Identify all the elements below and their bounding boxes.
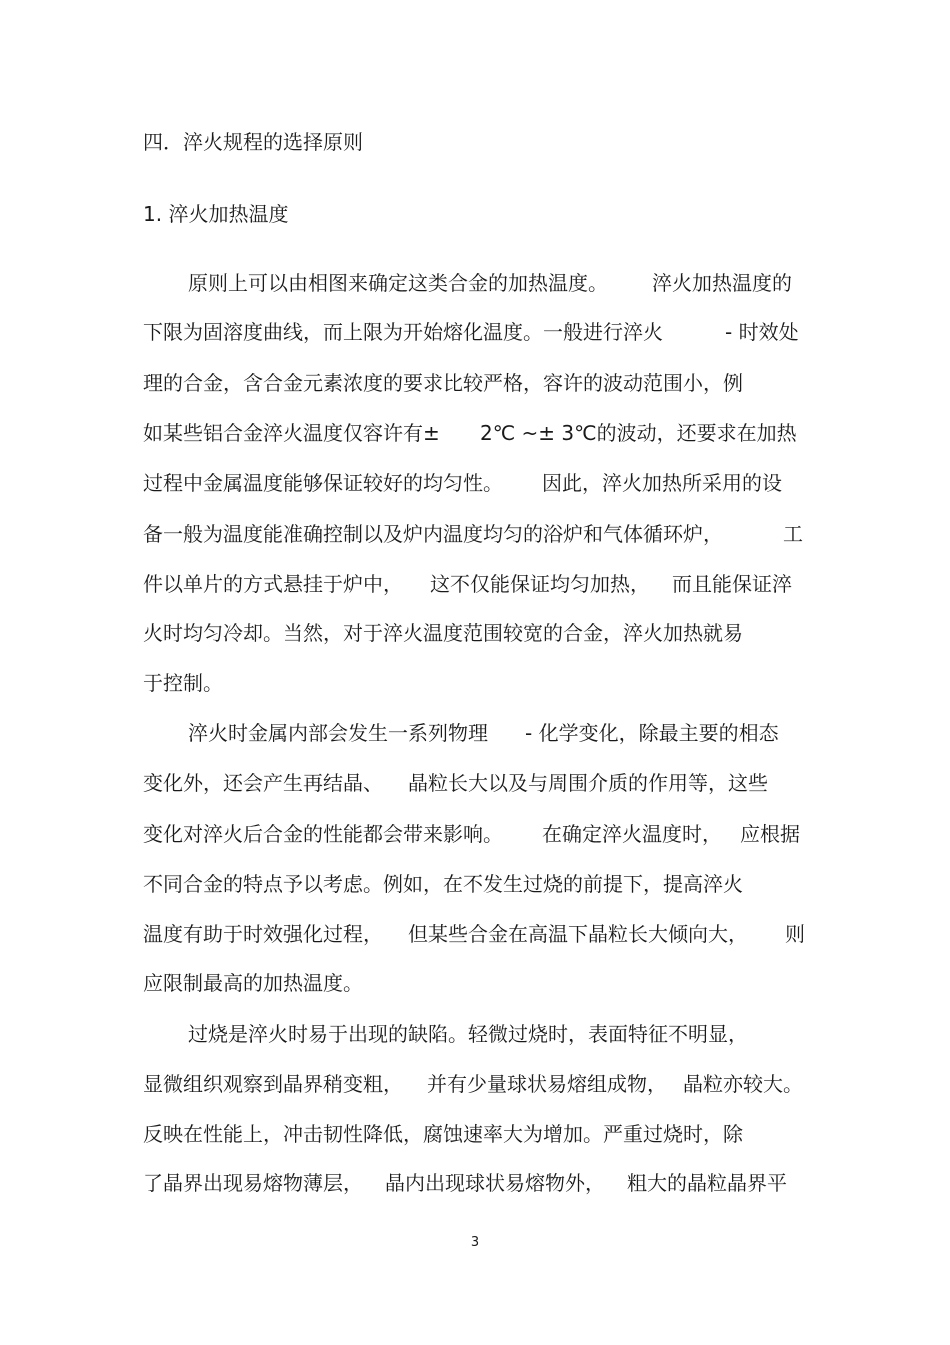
text-segment: 温度有助于时效强化过程，: [143, 922, 383, 946]
text-segment: 则: [785, 922, 805, 946]
text-line: [0, 821, 950, 847]
text-line: [0, 1021, 950, 1047]
text-segment: 晶粒亦较大。: [683, 1072, 803, 1096]
subheading-text: 1. 淬火加热温度: [143, 202, 289, 226]
text-segment: 变化对淬火后合金的性能都会带来影响。: [143, 822, 503, 846]
text-segment: 而且能保证淬: [672, 572, 792, 596]
text-segment: 工: [783, 522, 803, 546]
text-segment: 因此，淬火加热所采用的设: [542, 471, 782, 495]
text-segment: 应限制最高的加热温度。: [143, 971, 363, 995]
text-segment: 应根据: [740, 822, 800, 846]
text-segment: 理的合金，含合金元素浓度的要求比较严格，容许的波动范围小，例: [143, 371, 743, 395]
text-segment: 备一般为温度能准确控制以及炉内温度均匀的浴炉和气体循环炉，: [143, 522, 723, 546]
text-segment: 火时均匀冷却。当然，对于淬火温度范围较宽的合金，淬火加热就易: [143, 621, 743, 645]
text-segment: 原则上可以由相图来确定这类合金的加热温度。: [188, 271, 608, 295]
section-heading: [0, 129, 950, 155]
text-line: [0, 921, 950, 947]
text-segment: 在确定淬火温度时，: [542, 822, 722, 846]
text-segment: 变化外，还会产生再结晶、: [143, 771, 383, 795]
text-segment: 下限为固溶度曲线，而上限为开始熔化温度。一般进行淬火: [143, 320, 663, 344]
text-segment: - 时效处: [725, 320, 799, 344]
heading-text: 四．淬火规程的选择原则: [143, 130, 363, 154]
text-segment: 不同合金的特点予以考虑。例如，在不发生过烧的前提下，提高淬火: [143, 872, 743, 896]
page-number: 3: [470, 1235, 480, 1250]
text-line: [0, 571, 950, 597]
text-segment: 过烧是淬火时易于出现的缺陷。轻微过烧时，表面特征不明显，: [188, 1022, 748, 1046]
text-segment: 晶粒长大以及与周围介质的作用等，这些: [408, 771, 768, 795]
text-line: [0, 1121, 950, 1147]
text-segment: 了晶界出现易熔物薄层，: [143, 1171, 363, 1195]
text-line: [0, 720, 950, 746]
text-segment: 件以单片的方式悬挂于炉中，: [143, 572, 403, 596]
text-segment: 过程中金属温度能够保证较好的均匀性。: [143, 471, 503, 495]
text-line: [0, 319, 950, 345]
text-line: [0, 521, 950, 547]
text-segment: 于控制。: [143, 671, 223, 695]
text-line: [0, 620, 950, 646]
text-line: [0, 871, 950, 897]
text-segment: 这不仅能保证均匀加热，: [430, 572, 650, 596]
text-line: [0, 1170, 950, 1196]
text-segment: 如某些铝合金淬火温度仅容许有±: [143, 421, 440, 445]
text-line: [0, 770, 950, 796]
text-segment: 2℃ ~± 3℃的波动，还要求在加热: [480, 421, 797, 445]
text-segment: 淬火时金属内部会发生一系列物理: [188, 721, 488, 745]
text-segment: 晶内出现球状易熔物外，: [385, 1171, 605, 1195]
text-line: [0, 670, 950, 696]
text-line: [0, 470, 950, 496]
text-segment: 显微组织观察到晶界稍变粗，: [143, 1072, 403, 1096]
subsection-heading: [0, 201, 950, 227]
text-segment: 淬火加热温度的: [652, 271, 792, 295]
text-line: [0, 370, 950, 396]
text-segment: 反映在性能上，冲击韧性降低，腐蚀速率大为增加。严重过烧时，除: [143, 1122, 743, 1146]
text-segment: 并有少量球状易熔组成物，: [427, 1072, 667, 1096]
text-line: [0, 970, 950, 996]
text-segment: 但某些合金在高温下晶粒长大倾向大，: [408, 922, 748, 946]
text-line: [0, 420, 950, 446]
text-segment: 粗大的晶粒晶界平: [627, 1171, 787, 1195]
text-line: [0, 1071, 950, 1097]
text-line: [0, 270, 950, 296]
text-segment: - 化学变化，除最主要的相态: [525, 721, 779, 745]
